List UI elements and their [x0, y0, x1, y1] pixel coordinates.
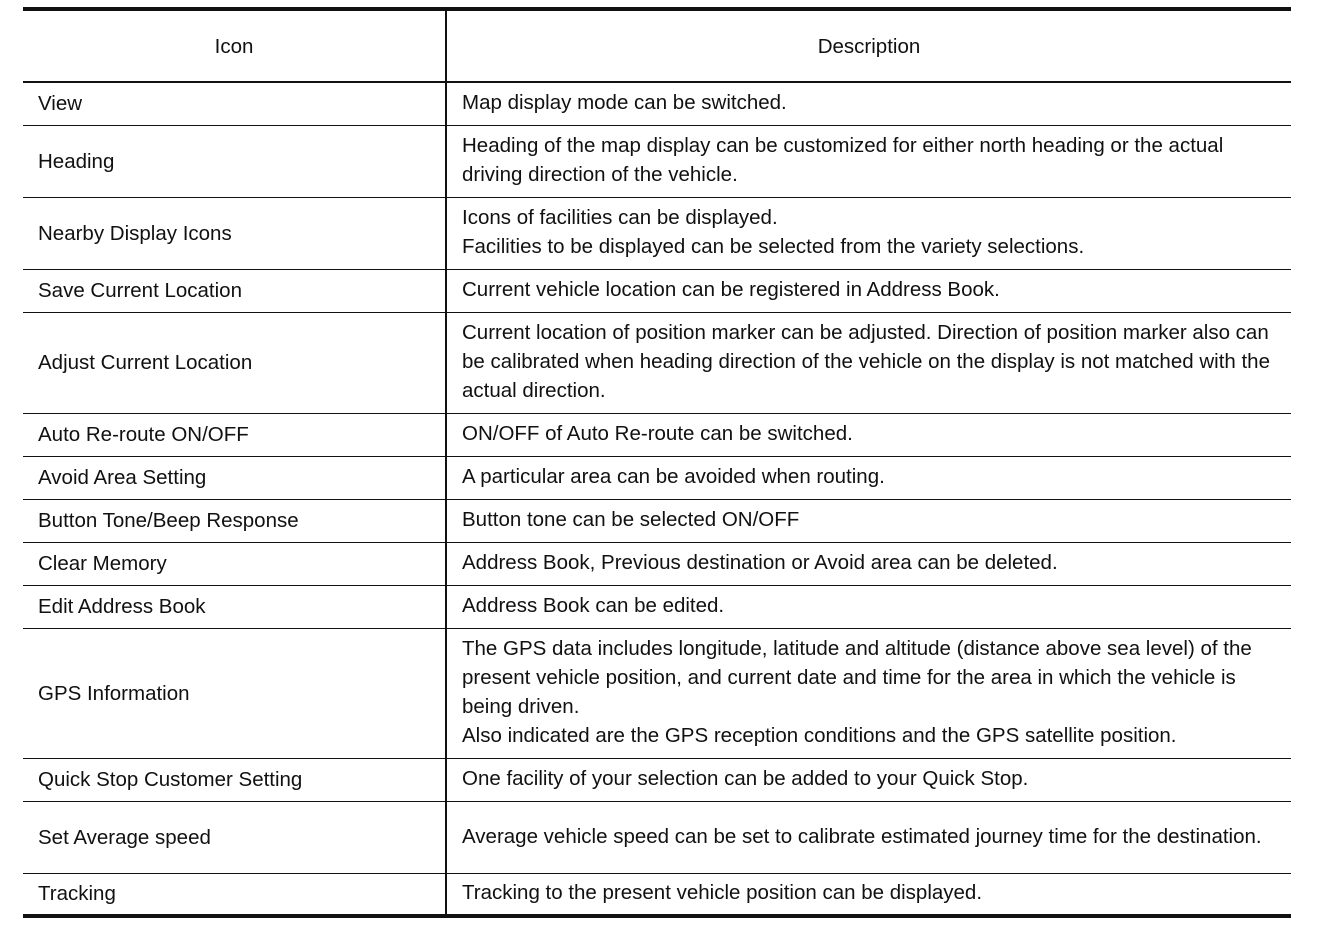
table-row: [23, 456, 1291, 499]
description-cell: Address Book, Previous destination or Avoid area can be deleted.: [446, 542, 1291, 585]
description-cell: Heading of the map display can be customized for either north heading or the actual driving direction of the vehicle.: [446, 125, 1291, 197]
table-row: [23, 269, 1291, 312]
description-cell: The GPS data includes longitude, latitude and altitude (distance above sea level) of the present vehicle position, and current date and time for the area in which the vehicle is being driven. Also indicated are the GPS reception conditions and the GPS satellite position.: [446, 628, 1291, 758]
table-row: [23, 82, 1291, 125]
table-row: [23, 542, 1291, 585]
description-cell: Address Book can be edited.: [446, 585, 1291, 628]
table-row: [23, 312, 1291, 413]
table-header: [23, 9, 1291, 82]
icon-name-cell: Edit Address Book: [23, 585, 446, 628]
table-row: [23, 125, 1291, 197]
table-body: [23, 82, 1291, 916]
icon-name-cell: Clear Memory: [23, 542, 446, 585]
description-cell: Average vehicle speed can be set to calibrate estimated journey time for the destination.: [446, 801, 1291, 873]
settings-table: [23, 7, 1291, 918]
description-cell: One facility of your selection can be added to your Quick Stop.: [446, 758, 1291, 801]
description-cell: Tracking to the present vehicle position can be displayed.: [446, 873, 1291, 916]
description-cell: Icons of facilities can be displayed. Facilities to be displayed can be selected from the variety selections.: [446, 197, 1291, 269]
table-row: [23, 197, 1291, 269]
icon-name-cell: Quick Stop Customer Setting: [23, 758, 446, 801]
icon-name-cell: Set Average speed: [23, 801, 446, 873]
header-row: [23, 9, 1291, 82]
table-row: [23, 628, 1291, 758]
table-row: [23, 499, 1291, 542]
description-cell: A particular area can be avoided when routing.: [446, 456, 1291, 499]
table-row: [23, 801, 1291, 873]
icon-name-cell: Button Tone/Beep Response: [23, 499, 446, 542]
icon-name-cell: Nearby Display Icons: [23, 197, 446, 269]
table-row: [23, 585, 1291, 628]
description-cell: Current vehicle location can be registered in Address Book.: [446, 269, 1291, 312]
description-cell: ON/OFF of Auto Re-route can be switched.: [446, 413, 1291, 456]
description-cell: Map display mode can be switched.: [446, 82, 1291, 125]
icon-name-cell: Adjust Current Location: [23, 312, 446, 413]
icon-name-cell: Heading: [23, 125, 446, 197]
icon-name-cell: Tracking: [23, 873, 446, 916]
description-cell: Current location of position marker can be adjusted. Direction of position marker also can be calibrated when heading direction of the vehicle on the display is not matched with the actual direction.: [446, 312, 1291, 413]
icon-name-cell: Auto Re-route ON/OFF: [23, 413, 446, 456]
description-column-header: Description: [446, 9, 1291, 82]
icon-name-cell: GPS Information: [23, 628, 446, 758]
icon-name-cell: View: [23, 82, 446, 125]
table-row: [23, 758, 1291, 801]
icon-column-header: Icon: [23, 9, 446, 82]
description-cell: Button tone can be selected ON/OFF: [446, 499, 1291, 542]
icon-name-cell: Avoid Area Setting: [23, 456, 446, 499]
table-row: [23, 413, 1291, 456]
table-row: [23, 873, 1291, 916]
icon-name-cell: Save Current Location: [23, 269, 446, 312]
